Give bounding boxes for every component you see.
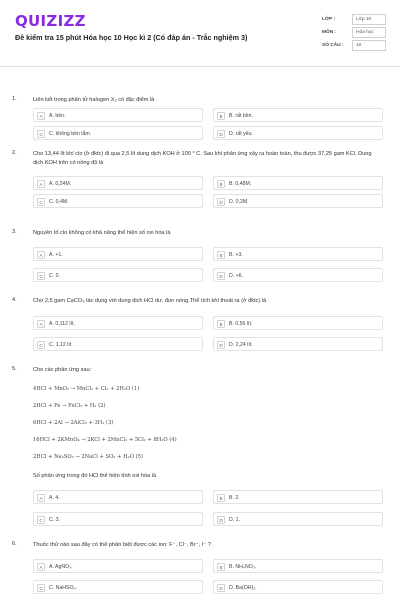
option-b[interactable]	[213, 559, 383, 573]
question-number: 2.	[12, 150, 17, 156]
option-text: B. 2.	[229, 494, 240, 501]
option-text: C. NaHSO₄.	[49, 584, 78, 591]
option-b[interactable]	[213, 490, 383, 504]
option-letter: B	[217, 494, 225, 502]
equation-3: 6HCl + 2Al → 2AlCl₃ + 3H₂ (3)	[33, 420, 114, 426]
option-c[interactable]	[33, 580, 203, 594]
option-text: B. +3.	[229, 251, 243, 258]
option-letter: B	[217, 251, 225, 259]
option-b[interactable]	[213, 176, 383, 190]
question-text: Cho 13,44 lít khí clo (ở đktc) đi qua 2,5 lít dung dịch KOH ở 100 ° C. Sau khi phản ứng xảy ra hoàn toàn, thu được 37,25 gam KCl. Dung dịch KOH trên có nồng độ là	[33, 151, 372, 166]
option-letter: C	[37, 516, 45, 524]
option-text: A. +1.	[49, 251, 63, 258]
question-text: Nguyên tố clo không có khả năng thể hiện số oxi hóa là	[33, 230, 171, 236]
meta-value: Lớp 10	[352, 14, 386, 25]
question-number: 4.	[12, 297, 17, 303]
option-letter: C	[37, 341, 45, 349]
option-text: A. bền.	[49, 112, 66, 119]
option-c[interactable]	[33, 268, 203, 282]
option-text: D. 0,2M.	[229, 198, 249, 205]
meta-label: LỚP :	[322, 17, 336, 22]
quizizz-logo: QUIZIZZ	[15, 12, 86, 30]
option-letter: D	[217, 130, 225, 138]
option-b[interactable]	[213, 247, 383, 261]
question-number: 6.	[12, 541, 17, 547]
option-text: B. NH₄NO₃.	[229, 563, 257, 570]
option-d[interactable]	[213, 337, 383, 351]
option-c[interactable]	[33, 512, 203, 526]
option-b[interactable]	[213, 108, 383, 122]
option-a[interactable]	[33, 559, 203, 573]
option-d[interactable]	[213, 194, 383, 208]
option-b[interactable]	[213, 316, 383, 330]
option-text: D. 2,24 lít.	[229, 341, 253, 348]
option-letter: B	[217, 320, 225, 328]
option-letter: C	[37, 584, 45, 592]
option-letter: D	[217, 584, 225, 592]
option-letter: D	[217, 516, 225, 524]
option-a[interactable]	[33, 108, 203, 122]
option-letter: D	[217, 272, 225, 280]
option-letter: C	[37, 130, 45, 138]
option-letter: A	[37, 180, 45, 188]
option-letter: D	[217, 341, 225, 349]
question-text: Thuốc thử nào sau đây có thể phân biệt được các ion: F⁻, Cl⁻, Br⁻, I⁻ ?	[33, 542, 211, 548]
equation-5: 2HCl + Na₂SO₃ → 2NaCl + SO₂ + H₂O (5)	[33, 454, 143, 460]
meta-panel	[322, 14, 386, 53]
option-d[interactable]	[213, 268, 383, 282]
option-text: C. 1,12 lít.	[49, 341, 73, 348]
option-letter: A	[37, 251, 45, 259]
worksheet-header	[0, 0, 400, 70]
option-text: B. 0,48M.	[229, 180, 252, 187]
equation-1: 4HCl + MnO₂ → MnCl₂ + Cl₂ + 2H₂O (1)	[33, 386, 140, 392]
meta-row-subject	[322, 27, 386, 38]
option-text: D. rất yếu.	[229, 130, 253, 137]
header-divider	[0, 66, 400, 67]
option-letter: B	[217, 180, 225, 188]
option-text: C. 0.	[49, 272, 60, 279]
worksheet-title: Đề kiểm tra 15 phút Hóa học 10 Học kì 2 (Có đáp án - Trắc nghiệm 3)	[15, 33, 248, 42]
meta-value: Hóa học	[352, 27, 386, 38]
option-d[interactable]	[213, 512, 383, 526]
option-text: A. AgNO₃.	[49, 563, 73, 570]
option-letter: C	[37, 272, 45, 280]
meta-label: MÔN :	[322, 30, 337, 35]
option-d[interactable]	[213, 126, 383, 140]
question-text: Cho 2,5 gam CaCO₃ tác dụng với dung dịch HCl dư, đun nóng.Thể tích khí thoát ra (ở đktc) là	[33, 298, 267, 304]
option-text: B. rất bền.	[229, 112, 253, 119]
option-c[interactable]	[33, 194, 203, 208]
option-d[interactable]	[213, 580, 383, 594]
option-text: C. 0,4M.	[49, 198, 69, 205]
option-c[interactable]	[33, 337, 203, 351]
option-letter: A	[37, 494, 45, 502]
option-letter: D	[217, 198, 225, 206]
option-letter: A	[37, 563, 45, 571]
option-text: D. Ba(OH)₂.	[229, 584, 257, 591]
meta-label: SỐ CÂU :	[322, 43, 344, 48]
option-letter: C	[37, 198, 45, 206]
option-a[interactable]	[33, 490, 203, 504]
equation-2: 2HCl + Fe → FeCl₂ + H₂ (2)	[33, 403, 106, 409]
option-text: D. 1.	[229, 516, 240, 523]
option-text: B. 0,56 lít.	[229, 320, 253, 327]
meta-value: 10	[352, 40, 386, 51]
option-a[interactable]	[33, 247, 203, 261]
meta-row-class	[322, 14, 386, 25]
option-text: D. +6.	[229, 272, 243, 279]
option-a[interactable]	[33, 316, 203, 330]
option-text: A. 4.	[49, 494, 60, 501]
option-letter: A	[37, 112, 45, 120]
question-text: Cho các phản ứng sau:	[33, 367, 92, 373]
option-text: C. 3.	[49, 516, 60, 523]
option-text: C. không bền lắm.	[49, 130, 92, 137]
option-text: A. 0,24M.	[49, 180, 72, 187]
question-followup: Số phản ứng trong đó HCl thể hiện tính oxi hóa là	[33, 473, 157, 479]
equation-4: 16HCl + 2KMnO₄ → 2KCl + 2MnCl₂ + 5Cl₂ + 8H₂O (4)	[33, 437, 177, 443]
option-letter: B	[217, 112, 225, 120]
option-a[interactable]	[33, 176, 203, 190]
question-text: Liên kết trong phân tử halogen X₂ có đặc điểm là	[33, 97, 155, 103]
option-letter: B	[217, 563, 225, 571]
question-number: 3.	[12, 229, 17, 235]
question-number: 5.	[12, 366, 17, 372]
option-text: A. 0,112 lít.	[49, 320, 75, 327]
meta-row-count	[322, 40, 386, 51]
option-letter: A	[37, 320, 45, 328]
option-c[interactable]	[33, 126, 203, 140]
question-number: 1.	[12, 96, 17, 102]
